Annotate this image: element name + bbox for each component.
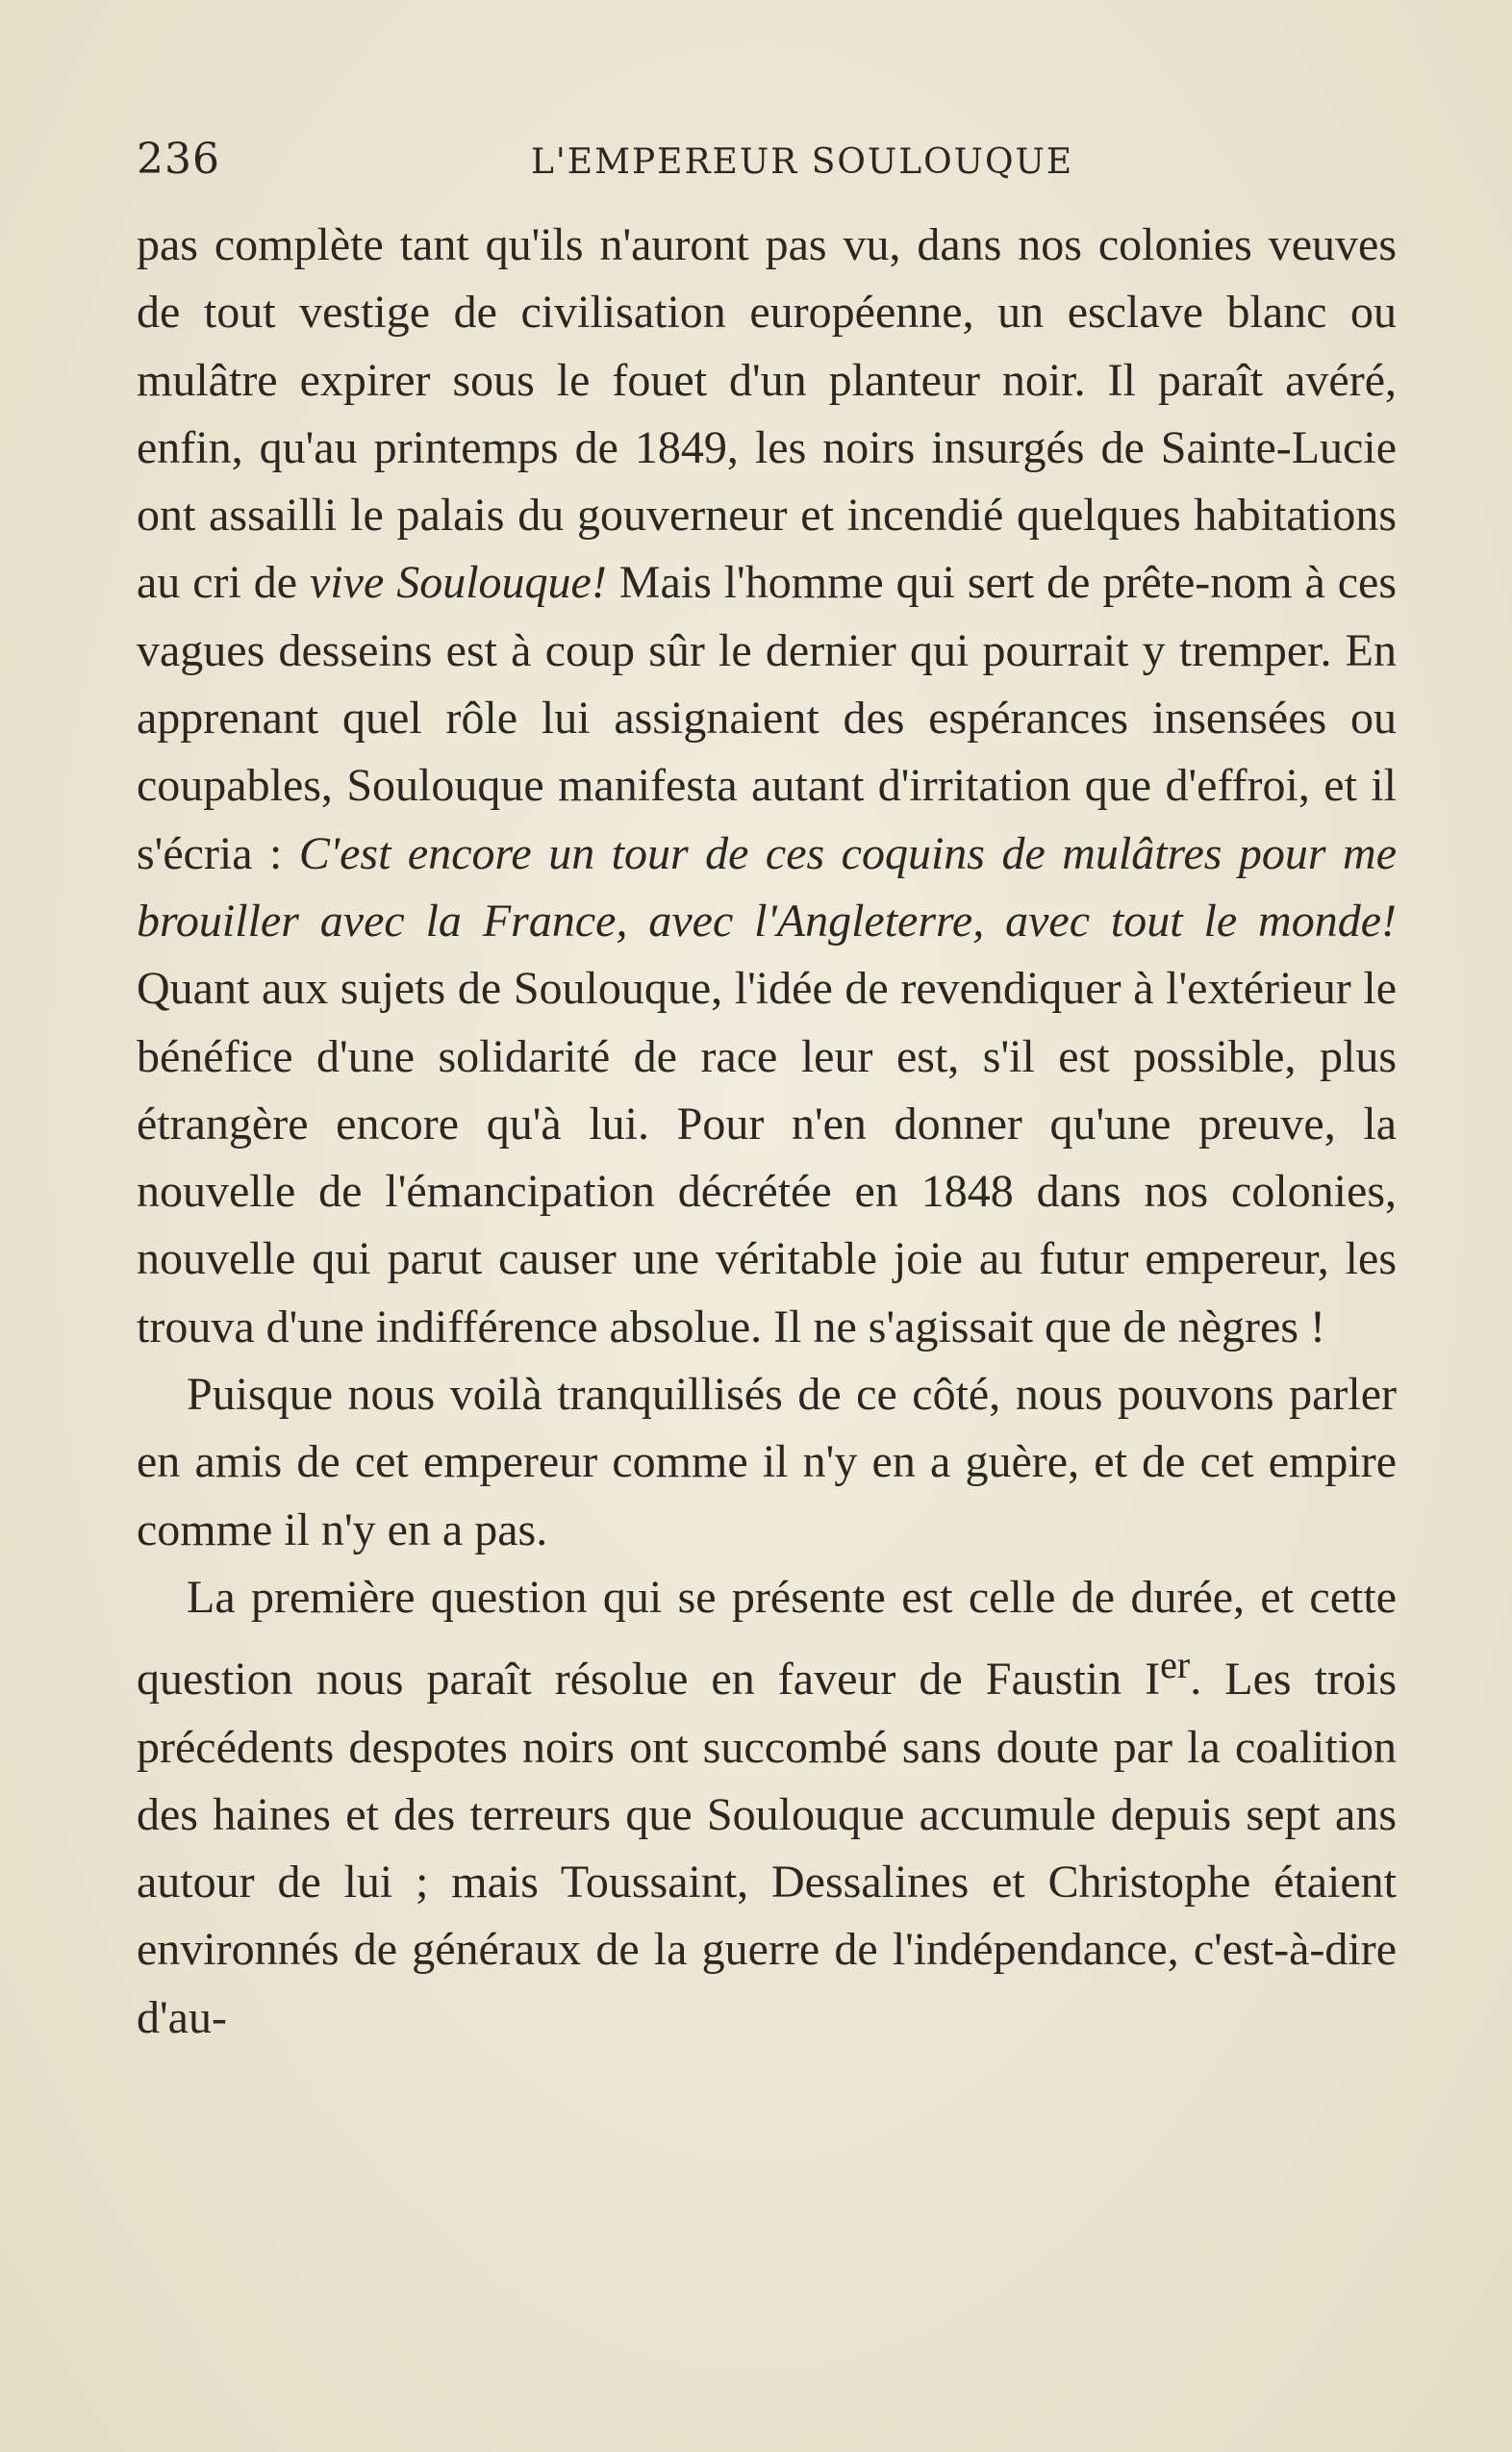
paragraph-3 [137, 1564, 1397, 2052]
paragraph-1-italic-exclamation: vive Soulouque! [310, 557, 607, 609]
paragraph-1-italic-quote: C'est encore un tour de ces coquins de mulâtres pour me brouiller avec la France, avec l'Angleterre, avec tout le monde! [137, 827, 1398, 947]
page-header [137, 135, 1397, 192]
body-text [137, 212, 1397, 2052]
paragraph-1 [137, 212, 1397, 1361]
running-title: L'EMPEREUR SOULOUQUE [531, 142, 1074, 182]
paragraph-3-superscript: er [1160, 1643, 1191, 1687]
paragraph-1-text-c: Quant aux sujets de Soulouque, l'idée de revendiquer à l'extérieur le bénéfice d'une solidarité de race leur est, s'il est possible, plus étrangère encore qu'à lui. Pour n'en donner qu'une preuve, la nouvelle de l'émancipation décrétée en 1848 dans nos colonies, nouvelle qui parut causer une véritable joie au futur empereur, les trouva d'une indifférence absolue. Il ne s'agissait que de nègres ! [137, 963, 1397, 1352]
paragraph-3-text-a: La première question qui se présente est celle de durée, et cette question nous paraît résolue en faveur de Faustin I [137, 1571, 1397, 1706]
paragraph-2: Puisque nous voilà tranquillisés de ce côté, nous pouvons parler en amis de cet empereur comme il n'y en a guère, et de cet empire comme il n'y en a pas. [137, 1369, 1397, 1555]
paragraph-1-text-b: Mais l'homme qui sert de prête-nom à ces vagues desseins est à coup sûr le dernier qui pourrait y tremper. En apprenant quel rôle lui assignaient des espérances insensées ou coupables, Soulouque manifesta autant d'irritation que d'effroi, et il s'écria : [137, 557, 1398, 879]
paragraph-3-text-b: . Les trois précédents despotes noirs ont succombé sans doute par la coalition des haines et des terreurs que Soulouque accumule depuis sept ans autour de lui ; mais Toussaint, Dessalines et Christophe étaient environnés de généraux de la guerre de l'indépendance, c'est-à-dire d'au- [137, 1654, 1397, 2043]
paragraph-1-text-a: pas complète tant qu'ils n'auront pas vu, dans nos colonies veuves de tout vestige de civilisation européenne, un esclave blanc ou mulâtre expirer sous le fouet d'un planteur noir. Il paraît avéré, enfin, qu'au printemps de 1849, les noirs insurgés de Sainte-Lucie ont assailli le palais du gouverneur et incendié quelques habitations au cri de [137, 219, 1397, 609]
page-number: 236 [137, 135, 220, 184]
